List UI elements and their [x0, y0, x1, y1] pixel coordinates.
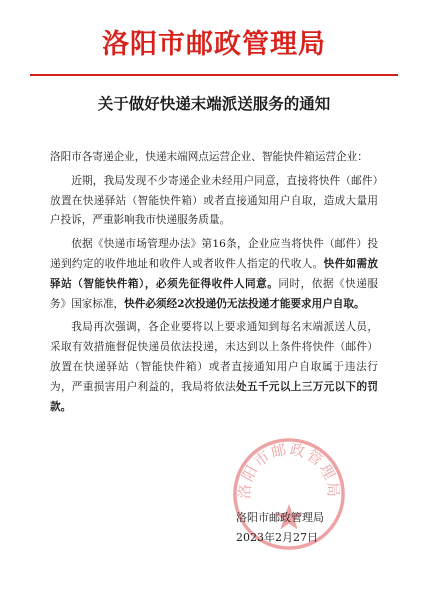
- paragraph-2-text-a: 依据《快递市场管理办法》第16条，企业应当将快件（邮件）投递到约定的收件地址和收件人或者收件人指定的代收人。: [50, 238, 378, 270]
- notice-title: 关于做好快递末端派送服务的通知: [97, 95, 331, 113]
- paragraph-2: [50, 235, 378, 314]
- svg-text:洛阳市邮政管理局: [236, 441, 342, 499]
- header-red-rule: [30, 74, 398, 76]
- header-title: 洛阳市邮政管理局: [102, 29, 326, 60]
- paragraph-2-text-c: 同时，依据《快递服务》国家标准，: [50, 277, 379, 310]
- seal-text: 洛阳市邮政管理局: [236, 441, 342, 500]
- signature-organization: 洛阳市邮政管理局: [236, 511, 324, 524]
- paragraph-3: [50, 318, 378, 417]
- paragraph-2-bold-d: 快件必须经2次投递仍无法投递才能要求用户自取。: [124, 297, 365, 310]
- addressee-line: 洛阳市各寄递企业，快递末端网点运营企业、智能快件箱运营企业：: [50, 151, 368, 163]
- paragraph-1: 近期，我局发现不少寄递企业未经用户同意，直接将快件（邮件）放置在快递驿站（智能快件箱）或者直接通知用户自取，造成大量用户投诉，严重影响我市快递服务质量。: [50, 174, 378, 227]
- signature-date: 2023年2月27日: [236, 531, 318, 544]
- paragraph-3-text-a: 我局再次强调，各企业要将以上要求通知到每名末端派送人员，采取有效措施督促快递员依法投递，未达到以上条件将快件（邮件）放置在快递驿站（智能快件箱）或者直接通知用户自取属于违法行为，严重损害用户利益的，我局将依法: [50, 321, 378, 393]
- paragraph-3-bold-b: 处五千元以上三万元以下的罚款。: [50, 380, 379, 413]
- paragraph-2-bold-b: 快件如需放驿站（智能快件箱），必须先征得收件人同意。: [50, 257, 378, 290]
- notice-body: [50, 148, 378, 421]
